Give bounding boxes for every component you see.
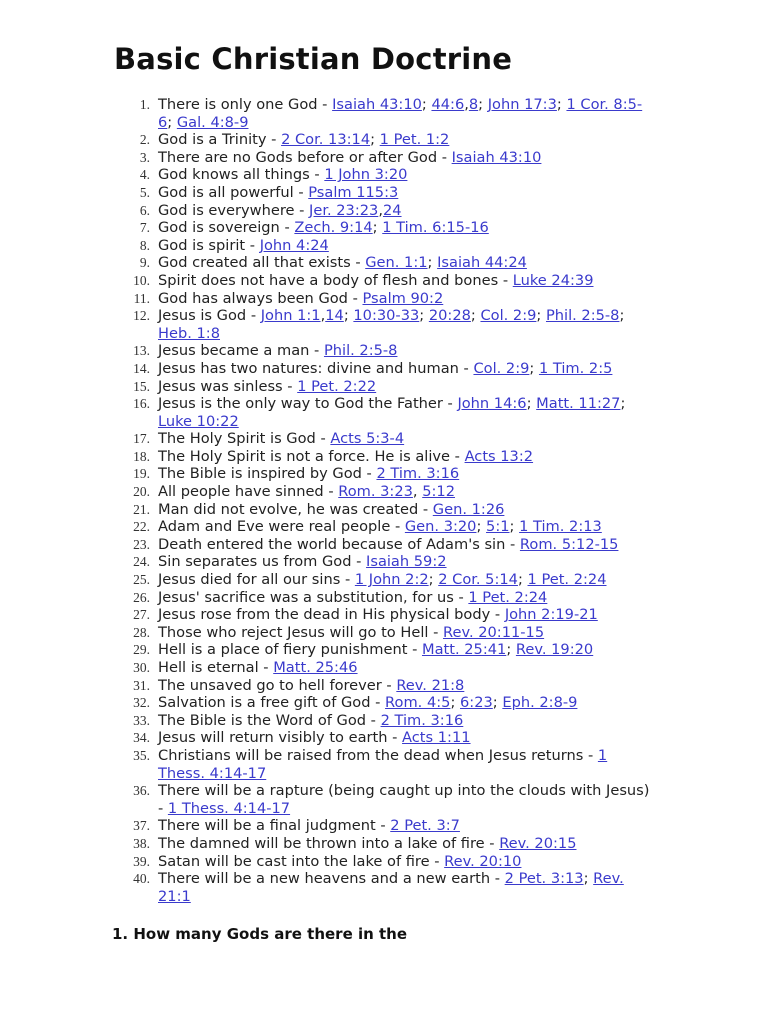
doctrine-item bbox=[112, 729, 650, 747]
item-number: 2. bbox=[139, 132, 150, 148]
scripture-link[interactable]: 20:28 bbox=[428, 307, 471, 325]
scripture-link[interactable]: 5:12 bbox=[422, 483, 455, 501]
item-text: Jesus rose from the dead in His physical body - bbox=[158, 606, 505, 624]
scripture-link[interactable]: 1 Pet. 2:24 bbox=[468, 588, 548, 606]
scripture-link[interactable]: Isaiah 43:10 bbox=[332, 96, 422, 113]
scripture-link[interactable]: 2 Pet. 3:7 bbox=[390, 817, 460, 835]
doctrine-item bbox=[112, 606, 650, 624]
scripture-link[interactable]: 1 Pet. 2:22 bbox=[297, 377, 377, 395]
scripture-link[interactable]: 1 Thess. 4:14-17 bbox=[158, 746, 608, 782]
scripture-link[interactable]: Isaiah 43:10 bbox=[451, 148, 542, 166]
separator: ; bbox=[517, 571, 528, 589]
scripture-link[interactable]: Luke 24:39 bbox=[512, 271, 594, 289]
doctrine-item bbox=[112, 483, 650, 501]
scripture-link[interactable]: Luke 10:22 bbox=[158, 412, 239, 430]
scripture-link[interactable]: Gen. 1:26 bbox=[432, 500, 505, 518]
doctrine-item bbox=[112, 589, 650, 607]
scripture-link[interactable]: 10:30-33 bbox=[353, 307, 420, 325]
doctrine-item bbox=[112, 202, 650, 220]
separator: ; bbox=[428, 571, 439, 589]
doctrine-item bbox=[112, 307, 650, 342]
item-text: God is everywhere - bbox=[158, 201, 310, 219]
scripture-link[interactable]: 44:6 bbox=[431, 96, 465, 113]
scripture-link[interactable]: Col. 2:9 bbox=[480, 307, 537, 325]
doctrine-item bbox=[112, 624, 650, 642]
item-number: 13. bbox=[133, 343, 150, 359]
separator: ; bbox=[370, 131, 380, 149]
separator: ; bbox=[478, 96, 488, 113]
separator: ; bbox=[450, 694, 461, 712]
separator: ; bbox=[167, 113, 177, 131]
separator: ; bbox=[476, 518, 487, 536]
item-number: 11. bbox=[133, 290, 150, 306]
item-number: 40. bbox=[133, 871, 150, 887]
scripture-link[interactable]: Gal. 4:8-9 bbox=[176, 113, 249, 131]
separator: ; bbox=[620, 395, 626, 413]
item-text: There will be a final judgment - bbox=[158, 817, 391, 835]
scripture-link[interactable]: 1 Pet. 2:24 bbox=[527, 571, 607, 589]
scripture-link[interactable]: 1 John 3:20 bbox=[324, 166, 408, 184]
scripture-link[interactable]: John 14:6 bbox=[457, 395, 527, 413]
item-number: 15. bbox=[133, 378, 150, 394]
scripture-link[interactable]: Rev. 20:15 bbox=[499, 834, 577, 852]
item-text: Hell is eternal - bbox=[158, 659, 274, 676]
scripture-link[interactable]: 8 bbox=[468, 96, 479, 113]
doctrine-item bbox=[112, 694, 650, 712]
scripture-link[interactable]: Rom. 5:12-15 bbox=[519, 535, 619, 553]
item-number: 22. bbox=[133, 519, 150, 535]
scripture-link[interactable]: Psalm 115:3 bbox=[308, 183, 399, 201]
item-text: The Bible is inspired by God - bbox=[158, 465, 377, 483]
item-text: Satan will be cast into the lake of fire - bbox=[158, 852, 445, 870]
doctrine-item bbox=[112, 571, 650, 589]
item-number: 25. bbox=[133, 572, 150, 588]
scripture-link[interactable]: 2 Cor. 13:14 bbox=[281, 131, 371, 149]
item-text: The Bible is the Word of God - bbox=[158, 711, 381, 729]
item-text: The Holy Spirit is God - bbox=[158, 430, 331, 448]
item-text: Man did not evolve, he was created - bbox=[158, 500, 433, 518]
doctrine-item bbox=[112, 184, 650, 202]
scripture-link[interactable]: 1 John 2:2 bbox=[354, 571, 429, 589]
doctrine-item bbox=[112, 395, 650, 430]
item-number: 24. bbox=[133, 554, 150, 570]
scripture-link[interactable]: Isaiah 59:2 bbox=[366, 553, 447, 571]
doctrine-item bbox=[112, 501, 650, 519]
scripture-link[interactable]: 5:1 bbox=[486, 518, 510, 536]
doctrine-item bbox=[112, 536, 650, 554]
doctrine-item bbox=[112, 465, 650, 483]
item-number: 31. bbox=[133, 677, 150, 693]
doctrine-item bbox=[112, 254, 650, 272]
separator: , bbox=[378, 201, 383, 219]
item-text: Jesus' sacrifice was a substitution, for us - bbox=[158, 588, 469, 606]
item-number: 37. bbox=[133, 818, 150, 834]
item-text: God created all that exists - bbox=[158, 254, 366, 272]
scripture-link[interactable]: John 4:24 bbox=[259, 236, 329, 254]
item-number: 5. bbox=[139, 184, 150, 200]
item-text: There is only one God - bbox=[158, 96, 333, 113]
scripture-link[interactable]: 2 Tim. 3:16 bbox=[376, 465, 460, 483]
item-text: The Holy Spirit is not a force. He is alive - bbox=[158, 447, 465, 465]
separator: , bbox=[320, 307, 326, 325]
scripture-link[interactable]: 2 Tim. 3:16 bbox=[380, 711, 464, 729]
item-number: 27. bbox=[133, 607, 150, 623]
item-text: Death entered the world because of Adam's sin - bbox=[158, 535, 520, 553]
item-text: Salvation is a free gift of God - bbox=[158, 694, 386, 712]
scripture-link[interactable]: Acts 13:2 bbox=[464, 447, 534, 465]
doctrine-item bbox=[112, 360, 650, 378]
separator: ; bbox=[427, 254, 438, 272]
item-text: Hell is a place of fiery punishment - bbox=[158, 641, 423, 659]
doctrine-item bbox=[112, 659, 650, 677]
scripture-link[interactable]: 14 bbox=[325, 307, 344, 325]
item-number: 33. bbox=[133, 712, 150, 728]
item-number: 21. bbox=[133, 501, 150, 517]
scripture-link[interactable]: Eph. 2:8-9 bbox=[502, 694, 578, 712]
separator: ; bbox=[529, 359, 539, 377]
doctrine-item bbox=[112, 782, 650, 817]
item-number: 29. bbox=[133, 642, 150, 658]
separator: ; bbox=[619, 307, 625, 325]
scripture-link[interactable]: Rev. 19:20 bbox=[515, 641, 594, 659]
item-text: There are no Gods before or after God - bbox=[158, 148, 452, 166]
item-text: God knows all things - bbox=[158, 166, 325, 184]
item-text: Jesus is the only way to God the Father - bbox=[158, 395, 458, 413]
item-number: 34. bbox=[133, 730, 150, 746]
scripture-link[interactable]: Matt. 25:41 bbox=[422, 641, 507, 659]
doctrine-item bbox=[112, 272, 650, 290]
item-number: 30. bbox=[133, 660, 150, 675]
item-text: God is all powerful - bbox=[158, 183, 309, 201]
page-title: Basic Christian Doctrine bbox=[114, 42, 513, 76]
item-number: 6. bbox=[139, 202, 150, 218]
separator: ; bbox=[470, 307, 481, 325]
separator: ; bbox=[492, 694, 503, 712]
scripture-link[interactable]: 2 Pet. 3:13 bbox=[504, 870, 584, 888]
doctrine-item bbox=[112, 817, 650, 835]
scripture-link[interactable]: Rom. 4:5 bbox=[385, 694, 451, 712]
doctrine-item bbox=[112, 378, 650, 396]
scripture-link[interactable]: Rev. 21:1 bbox=[158, 870, 624, 905]
scripture-link[interactable]: Gen. 3:20 bbox=[404, 518, 477, 536]
item-text: Jesus became a man - bbox=[158, 342, 324, 360]
separator: ; bbox=[583, 870, 594, 888]
doctrine-item bbox=[112, 870, 650, 905]
scripture-link[interactable]: 1 Tim. 2:5 bbox=[538, 359, 613, 377]
item-text: Jesus will return visibly to earth - bbox=[158, 729, 403, 747]
scripture-link[interactable]: Rev. 20:10 bbox=[444, 852, 522, 870]
scripture-link[interactable]: 2 Cor. 5:14 bbox=[438, 571, 518, 589]
item-text: Jesus is God - bbox=[158, 307, 261, 325]
doctrine-item bbox=[112, 342, 650, 360]
scripture-link[interactable]: Acts 1:11 bbox=[402, 729, 471, 747]
scripture-link[interactable]: Matt. 25:46 bbox=[273, 659, 358, 676]
scripture-link[interactable]: 1 Tim. 6:15-16 bbox=[382, 219, 489, 237]
scripture-link[interactable]: John 2:19-21 bbox=[504, 606, 598, 624]
item-number: 10. bbox=[133, 272, 150, 288]
question-heading: 1. How many Gods are there in the bbox=[112, 925, 408, 943]
scripture-link[interactable]: Phil. 2:5-8 bbox=[323, 342, 398, 360]
scripture-link[interactable]: Rev. 20:11-15 bbox=[442, 623, 545, 641]
item-number: 18. bbox=[133, 448, 150, 464]
separator: ; bbox=[421, 96, 432, 113]
item-number: 3. bbox=[139, 149, 150, 165]
item-number: 9. bbox=[139, 255, 150, 271]
doctrine-item bbox=[112, 448, 650, 466]
scripture-link[interactable]: Matt. 11:27 bbox=[536, 395, 621, 413]
scripture-link[interactable]: 1 Tim. 2:13 bbox=[519, 518, 602, 536]
scripture-link[interactable]: 1 Cor. 8:5-6 bbox=[158, 96, 643, 131]
doctrine-item bbox=[112, 237, 650, 255]
item-text: The damned will be thrown into a lake of fire - bbox=[158, 834, 500, 852]
item-number: 28. bbox=[133, 624, 150, 640]
separator: ; bbox=[526, 395, 537, 413]
doctrine-item bbox=[112, 166, 650, 184]
scripture-link[interactable]: 24 bbox=[382, 201, 402, 219]
scripture-link[interactable]: Isaiah 44:24 bbox=[437, 254, 527, 272]
item-text: The unsaved go to hell forever - bbox=[158, 676, 397, 694]
doctrine-item bbox=[112, 96, 650, 131]
item-number: 4. bbox=[139, 167, 150, 183]
scripture-link[interactable]: Rom. 3:23 bbox=[338, 483, 413, 501]
item-number: 26. bbox=[133, 589, 150, 605]
separator: ; bbox=[509, 518, 520, 536]
doctrine-item bbox=[112, 149, 650, 167]
scripture-link[interactable]: Rev. 21:8 bbox=[396, 676, 465, 694]
doctrine-item bbox=[112, 430, 650, 448]
item-text: Jesus died for all our sins - bbox=[158, 571, 355, 589]
doctrine-item bbox=[112, 747, 650, 782]
doctrine-item bbox=[112, 518, 650, 536]
separator: ; bbox=[556, 96, 567, 113]
item-number: 1. bbox=[139, 97, 150, 112]
scripture-link[interactable]: Phil. 2:5-8 bbox=[545, 307, 620, 325]
doctrine-item bbox=[112, 553, 650, 571]
item-text: Those who reject Jesus will go to Hell - bbox=[158, 623, 443, 641]
scripture-link[interactable]: Psalm 90:2 bbox=[362, 289, 444, 307]
scripture-link[interactable]: 1 Thess. 4:14-17 bbox=[167, 799, 291, 817]
scripture-link[interactable]: Jer. 23:23 bbox=[309, 201, 379, 219]
item-text: God has always been God - bbox=[158, 289, 363, 307]
item-number: 8. bbox=[139, 237, 150, 253]
item-number: 38. bbox=[133, 835, 150, 851]
scripture-link[interactable]: John 17:3 bbox=[487, 96, 557, 113]
separator: , bbox=[464, 96, 469, 113]
doctrine-item bbox=[112, 290, 650, 308]
item-text: Sin separates us from God - bbox=[158, 553, 367, 571]
doctrine-item bbox=[112, 835, 650, 853]
separator: ; bbox=[343, 307, 354, 325]
separator: ; bbox=[419, 307, 429, 325]
doctrine-item bbox=[112, 853, 650, 871]
item-number: 35. bbox=[133, 747, 150, 763]
doctrine-item bbox=[112, 641, 650, 659]
item-number: 20. bbox=[133, 484, 150, 500]
separator: ; bbox=[536, 307, 546, 325]
scripture-link[interactable]: Gen. 1:1 bbox=[365, 254, 428, 272]
scripture-link[interactable]: Heb. 1:8 bbox=[158, 324, 220, 342]
item-text: Jesus was sinless - bbox=[158, 377, 298, 395]
separator: , bbox=[412, 483, 423, 501]
item-number: 17. bbox=[133, 431, 150, 447]
scripture-link[interactable]: 6:23 bbox=[460, 694, 493, 712]
item-number: 7. bbox=[139, 220, 150, 236]
doctrine-item bbox=[112, 219, 650, 237]
doctrine-item bbox=[112, 712, 650, 730]
scripture-link[interactable]: Acts 5:3-4 bbox=[330, 430, 405, 448]
separator: ; bbox=[506, 641, 516, 659]
scripture-link[interactable]: Zech. 9:14 bbox=[294, 219, 373, 237]
item-text: Jesus has two natures: divine and human - bbox=[158, 359, 474, 377]
item-text: Spirit does not have a body of flesh and bones - bbox=[158, 271, 513, 289]
doctrine-item bbox=[112, 677, 650, 695]
item-text: God is a Trinity - bbox=[158, 131, 282, 149]
scripture-link[interactable]: John 1:1 bbox=[260, 307, 321, 325]
scripture-link[interactable]: Col. 2:9 bbox=[473, 359, 530, 377]
item-number: 32. bbox=[133, 695, 150, 711]
item-text: Christians will be raised from the dead when Jesus returns - bbox=[158, 746, 598, 764]
item-text: God is sovereign - bbox=[158, 219, 295, 237]
item-text: There will be a rapture (being caught up into the clouds with Jesus) - bbox=[158, 782, 650, 817]
doctrine-list bbox=[112, 96, 650, 905]
item-text: There will be a new heavens and a new earth - bbox=[158, 870, 505, 888]
item-text: Adam and Eve were real people - bbox=[158, 518, 405, 536]
item-number: 36. bbox=[133, 783, 150, 799]
item-number: 23. bbox=[133, 536, 150, 552]
item-number: 12. bbox=[133, 308, 150, 324]
scripture-link[interactable]: 1 Pet. 1:2 bbox=[379, 131, 450, 149]
doctrine-item bbox=[112, 131, 650, 149]
item-text: God is spirit - bbox=[158, 236, 260, 254]
item-number: 14. bbox=[133, 360, 150, 376]
item-number: 19. bbox=[133, 466, 150, 482]
item-number: 16. bbox=[133, 396, 150, 412]
separator: ; bbox=[372, 219, 383, 237]
item-number: 39. bbox=[133, 853, 150, 869]
item-text: All people have sinned - bbox=[158, 483, 339, 501]
